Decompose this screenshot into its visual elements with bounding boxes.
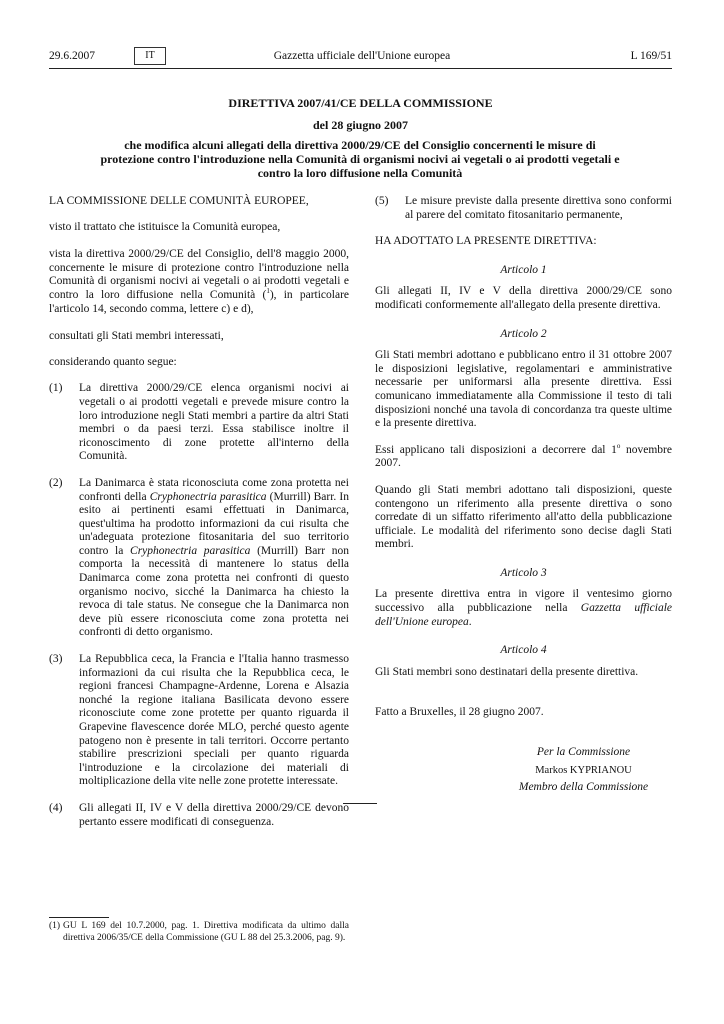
adopted-statement: HA ADOTTATO LA PRESENTE DIRETTIVA:	[375, 235, 597, 248]
signing-place-date: Fatto a Bruxelles, il 28 giugno 2007.	[375, 706, 544, 719]
journal-title: Gazzetta ufficiale dell'Unione europea	[273, 50, 451, 62]
article-3-title: Articolo 3	[500, 566, 547, 579]
signature-for: Per la Commissione	[536, 746, 631, 759]
article-1-title: Articolo 1	[500, 263, 547, 276]
preamble-treaty: visto il trattato che istituisce la Comunità europea,	[49, 220, 281, 233]
recital-2: (2) La Danimarca è stata riconosciuta come zona protetta nei confronti della Cryphonectria parasitica (Murrill) Barr. In esito ai pertinenti esami effettuati in Danimarca, quest'ultima ha prodotto informazioni da cui risulta che un'adeguata protezione fitosanitaria del suo territorio contro la Cryphonectria parasitica (Murrill) Barr non comporta la necessità di mantenere lo status della Danimarca come zona protetta nei confronti di questo organismo nocivo, sicché la Danimarca ha chiesto la revoca di tale status. Ne consegue che la Danimarca non deve più essere riconosciuta come zona protetta nei confronti di detto organismo.	[49, 476, 349, 639]
end-rule	[343, 803, 377, 804]
recital-1: (1) La direttiva 2000/29/CE elenca organismi nocivi ai vegetali o ai prodotti vegetali e prevede misure contro la loro introduzione negli Stati membri a partire da altri Stati membri o da paesi terzi. Essa stabilisce inoltre il riconoscimento di zone protette all'interno della Comunità.	[49, 382, 349, 463]
directive-title: DIRETTIVA 2007/41/CE DELLA COMMISSIONE	[228, 96, 493, 110]
article-2-title: Articolo 2	[500, 327, 547, 340]
article-4-text: Gli Stati membri sono destinatari della presente direttiva.	[375, 665, 639, 678]
article-2-para-3: Quando gli Stati membri adottano tali disposizioni, queste contengono un riferimento alla presente direttiva o sono corredate di un siffatto riferimento all'atto della pubblicazione ufficiale. Le modalità del riferimento sono decise dagli Stati membri.	[375, 483, 672, 551]
signatory-name: Markos KYPRIANOU	[535, 764, 632, 776]
footnote-rule	[49, 917, 109, 918]
article-3-text: La presente direttiva entra in vigore il ventesimo giorno successivo alla pubblicazione nella Gazzetta ufficiale dell'Unione europea.	[375, 588, 672, 628]
article-1-text: Gli allegati II, IV e V della direttiva 2000/29/CE sono modificati conformemente all'allegato della presente direttiva.	[375, 285, 672, 311]
left-column	[49, 195, 349, 829]
preamble-institution: LA COMMISSIONE DELLE COMUNITÀ EUROPEE,	[49, 195, 309, 207]
header-date: 29.6.2007	[49, 50, 95, 62]
recital-4: (4) Gli allegati II, IV e V della direttiva 2000/29/CE devono pertanto essere modificati di conseguenza.	[49, 801, 349, 828]
recital-3: (3) La Repubblica ceca, la Francia e l'Italia hanno trasmesso informazioni da cui risulta che la Repubblica ceca, le regioni francesi Champagne-Ardenne, Lorena e Alsazia nonché la regione italiana Basilicata devono essere riconosciute come zone protette per quanto riguarda il Grapevine flavescence dorée MLO, perché questo agente patogeno non è presente in tali territori. Occorre pertanto stabilire prescrizioni speciali per quanto riguarda l'introduzione e la circolazione dei materiali di moltiplicazione della vite nelle zone protette interessate.	[49, 653, 349, 788]
preamble-consulted: consultati gli Stati membri interessati,	[49, 330, 224, 343]
signatory-role: Membro della Commissione	[518, 781, 649, 794]
preamble-directive: vista la direttiva 2000/29/CE del Consiglio, dell'8 maggio 2000, concernente le misure di protezione contro l'introduzione nella Comunità di organismi nocivi ai vegetali o ai prodotti vegetali e contro la loro diffusione nella Comunità ($^1$), in particolare l'articolo 14, secondo comma, lettere c) e d),	[49, 248, 350, 315]
right-column	[375, 195, 672, 795]
footnote: (1) GU L 169 del 10.7.2000, pag. 1. Direttiva modificata da ultimo dalla direttiva 2006/35/CE della Commissione (GU L 88 del 25.3.2006, pag. 9).	[49, 921, 349, 943]
article-2-para-1: Gli Stati membri adottano e pubblicano entro il 31 ottobre 2007 le disposizioni legislative, regolamentari e amministrative necessarie per uniformarsi alla presente direttiva. Essi comunicano immediatamente alla Commissione il testo di tali disposizioni nonché una tavola di concordanza tra queste ultime e la presente direttiva.	[375, 349, 672, 430]
article-2-para-2: Essi applicano tali disposizioni a decorrere dal 1$^o$ novembre 2007.	[375, 441, 672, 470]
language-badge: IT	[134, 47, 166, 65]
article-4-title: Articolo 4	[500, 644, 547, 657]
header-rule	[49, 68, 672, 69]
preamble-considering: considerando quanto segue:	[49, 355, 177, 368]
directive-date: del 28 giugno 2007	[312, 118, 408, 132]
recital-5: (5) Le misure previste dalla presente direttiva sono conformi al parere del comitato fitosanitario permanente,	[375, 195, 672, 221]
page-reference: L 169/51	[630, 50, 672, 62]
directive-subject: che modifica alcuni allegati della direttiva 2000/29/CE del Consiglio concernenti le misure di protezione contro l'introduzione nella Comunità di organismi nocivi ai vegetali o ai prodotti vegetali e contro la loro diffusione nella Comunità	[100, 138, 620, 180]
